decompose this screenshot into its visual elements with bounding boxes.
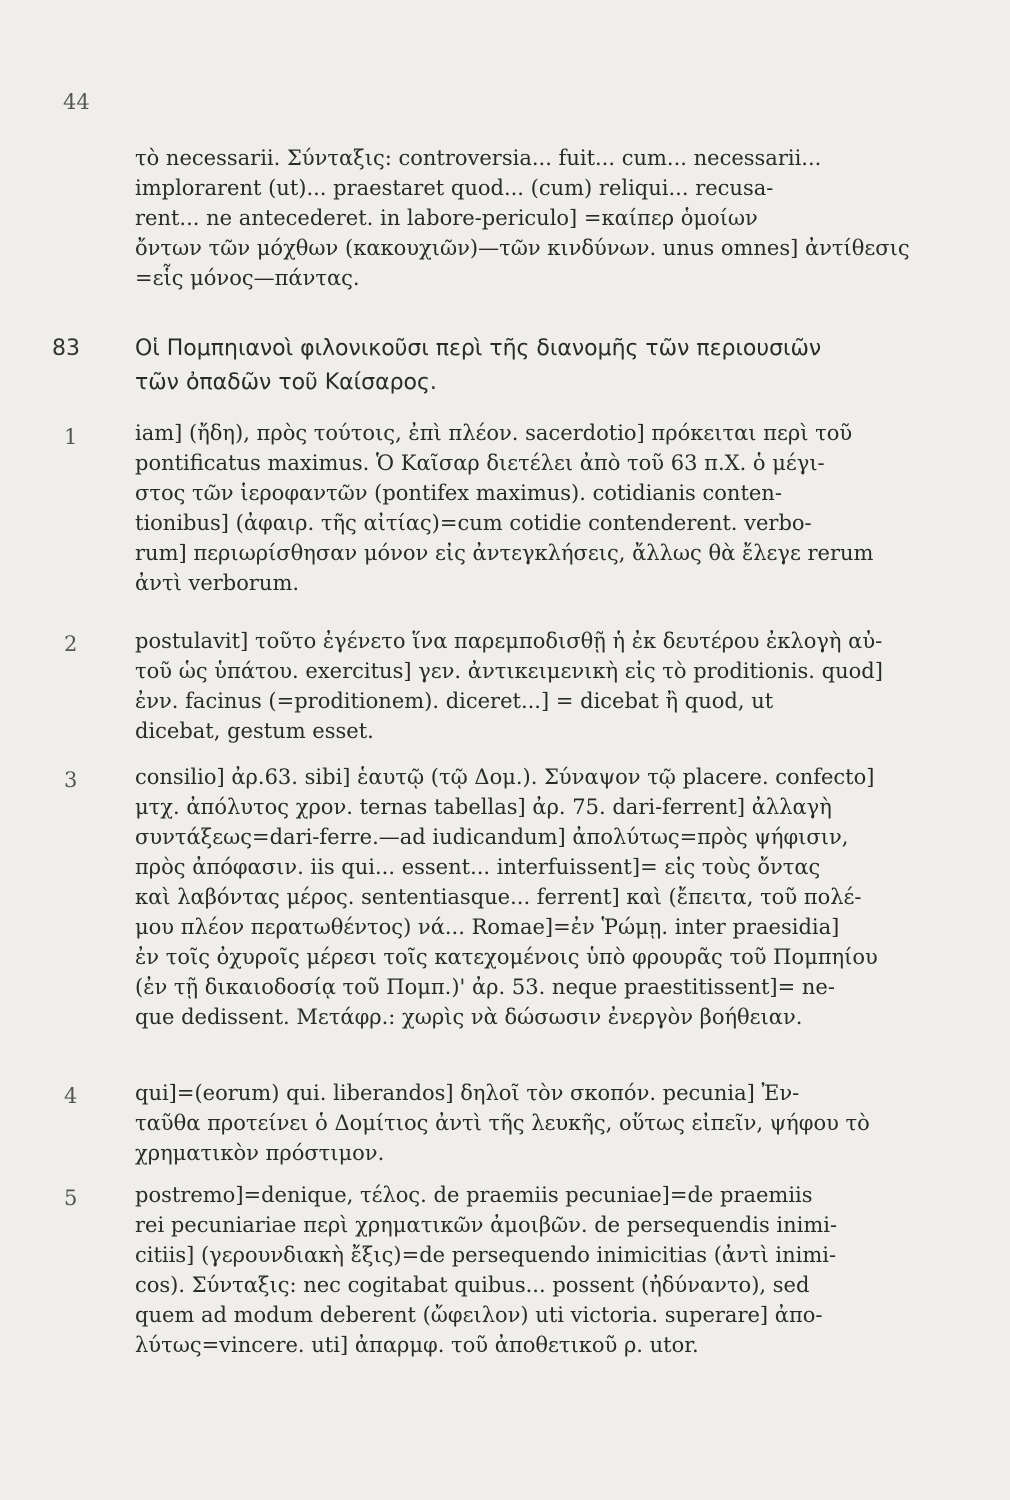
text-line: καὶ λαβόντας μέρος. sententiasque... ferrent] καὶ (ἔπειτα, τοῦ πολέ- (135, 885, 862, 909)
text-line: χρηματικὸν πρόστιμον. (135, 1141, 385, 1165)
text-line: λύτως=vincere. uti] ἀπαρμφ. τοῦ ἀποθετικοῦ ρ. utor. (135, 1333, 699, 1357)
text-line: συντάξεως=dari-ferre.—ad iudicandum] ἀπολύτως=πρὸς ψήφισιν, (135, 825, 849, 849)
text-line: pontificatus maximus. Ὁ Καῖσαρ διετέλει ἀπὸ τοῦ 63 π.Χ. ὁ μέγι- (135, 451, 825, 475)
paragraph-number: 5 (64, 1186, 78, 1210)
paragraph-1 (135, 418, 965, 598)
intro-block (135, 143, 965, 293)
text-line: στος τῶν ἱεροφαντῶν (pontifex maximus). cotidianis conten- (135, 481, 782, 505)
text-line: μου πλέον περατωθέντος) νά... Romae]=ἐν Ῥώμῃ. inter praesidia] (135, 915, 840, 939)
text-line: rum] περιωρίσθησαν μόνον εἰς ἀντεγκλήσεις, ἄλλως θὰ ἔλεγε rerum (135, 541, 874, 565)
text-line: ἀντὶ verborum. (135, 571, 300, 595)
text-line: cos). Σύνταξις: nec cogitabat quibus... possent (ἠδύναντο), sed (135, 1273, 810, 1297)
text-line: postulavit] τοῦτο ἐγένετο ἵνα παρεμποδισθῇ ἡ ἐκ δευτέρου ἐκλογὴ αὐ- (135, 629, 883, 653)
text-line: dicebat, gestum esset. (135, 719, 374, 743)
text-line: qui]=(eorum) qui. liberandos] δηλοῖ τὸν σκοπόν. pecunia] Ἐν- (135, 1081, 800, 1105)
text-line: quem ad modum deberent (ὤφειλον) uti victoria. superare] ἀπο- (135, 1303, 823, 1327)
paragraph-number: 1 (64, 425, 78, 449)
text-line: ἐν τοῖς ὀχυροῖς μέρεσι τοῖς κατεχομένοις ὑπὸ φρουρᾶς τοῦ Πομπηίου (135, 945, 878, 969)
paragraph-number: 2 (64, 632, 78, 656)
text-line: rei pecuniariae περὶ χρηματικῶν ἀμοιβῶν. de persequendis inimi- (135, 1213, 838, 1237)
heading-line: Οἱ Πομπηιανοὶ φιλονικοῦσι περὶ τῆς διανομῆς τῶν περιουσιῶν (135, 336, 822, 361)
text-line: ταῦθα προτείνει ὁ Δομίτιος ἀντὶ τῆς λευκῆς, οὕτως εἰπεῖν, ψήφου τὸ (135, 1111, 870, 1135)
paragraph-number: 3 (64, 768, 78, 792)
page-number: 44 (63, 90, 90, 114)
text-line: iam] (ἤδη), πρὸς τούτοις, ἐπὶ πλέον. sacerdotio] πρόκειται περὶ τοῦ (135, 421, 853, 445)
text-line: rent... ne antecederet. in labore-periculo] =καίπερ ὁμοίων (135, 206, 758, 230)
text-line: τοῦ ὡς ὑπάτου. exercitus] γεν. ἀντικειμενικὴ εἰς τὸ proditionis. quod] (135, 659, 883, 683)
paragraph-number: 4 (64, 1084, 78, 1108)
text-line: (ἐν τῇ δικαιοδοσίᾳ τοῦ Πομπ.)' ἀρ. 53. neque praestitissent]= ne- (135, 975, 835, 999)
paragraph-2 (135, 626, 965, 746)
text-line: ὄντων τῶν μόχθων (κακουχιῶν)—τῶν κινδύνων. unus omnes] ἀντίθεσις (135, 236, 910, 260)
text-line: consilio] ἀρ.63. sibi] ἑαυτῷ (τῷ Δομ.). Σύναψον τῷ placere. confecto] (135, 765, 875, 789)
text-line: postremo]=denique, τέλος. de praemiis pecuniae]=de praemiis (135, 1183, 813, 1207)
paragraph-3 (135, 762, 965, 1032)
text-line: citiis] (γερουνδιακὴ ἔξις)=de persequendo inimicitias (ἀντὶ inimi- (135, 1243, 837, 1267)
text-line: πρὸς ἀπόφασιν. iis qui... essent... interfuissent]= εἰς τοὺς ὄντας (135, 855, 821, 879)
text-line: implorarent (ut)... praestaret quod... (cum) reliqui... recusa- (135, 176, 774, 200)
text-line: τὸ necessarii. Σύνταξις: controversia... fuit... cum... necessarii... (135, 146, 822, 170)
text-line: ἐνν. facinus (=proditionem). diceret...] = dicebat ἢ quod, ut (135, 689, 774, 713)
section-number: 83 (52, 336, 80, 361)
paragraph-5 (135, 1180, 965, 1360)
heading-line: τῶν ὀπαδῶν τοῦ Καίσαρος. (135, 370, 437, 395)
text-line: μτχ. ἀπόλυτος χρον. ternas tabellas] ἀρ. 75. dari-ferrent] ἀλλαγὴ (135, 795, 832, 819)
paragraph-4 (135, 1078, 965, 1168)
section-heading (135, 332, 965, 400)
text-line: =εἷς μόνος—πάντας. (135, 266, 360, 290)
text-line: tionibus] (ἀφαιρ. τῆς αἰτίας)=cum cotidie contenderent. verbo- (135, 511, 812, 535)
text-line: que dedissent. Μετάφρ.: χωρὶς νὰ δώσωσιν ἐνεργὸν βοήθειαν. (135, 1005, 803, 1029)
